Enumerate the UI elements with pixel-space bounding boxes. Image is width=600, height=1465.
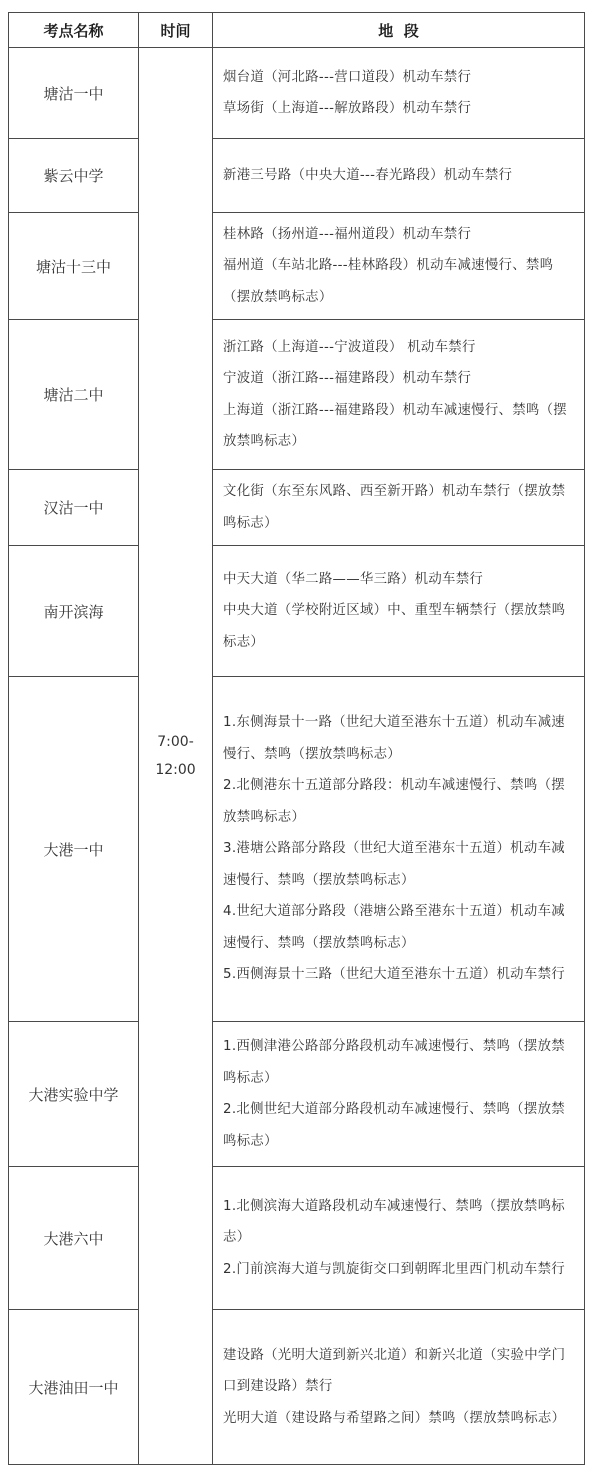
segment-line: 福州道（车站北路---桂林路段）机动车减速慢行、禁鸣（摆放禁鸣标志） xyxy=(223,258,554,305)
segment-line: 1.西侧津港公路部分路段机动车减速慢行、禁鸣（摆放禁鸣标志） xyxy=(223,1039,565,1086)
segment-line: 2.门前滨海大道与凯旋街交口到朝晖北里西门机动车禁行 xyxy=(223,1261,565,1277)
table-row xyxy=(9,139,585,213)
exam-site-name: 大港实验中学 xyxy=(9,1022,139,1167)
exam-site-name: 南开滨海 xyxy=(9,546,139,677)
segment-line: 上海道（浙江路---福建路段）机动车减速慢行、禁鸣（摆放禁鸣标志） xyxy=(223,402,567,449)
header-time: 时间 xyxy=(139,13,213,48)
segment-line: 4.世纪大道部分路段（港塘公路至港东十五道）机动车减速慢行、禁鸣（摆放禁鸣标志） xyxy=(223,904,565,951)
exam-site-name: 紫云中学 xyxy=(9,139,139,213)
road-segment-cell xyxy=(213,139,585,213)
road-segment-cell xyxy=(213,213,585,320)
segment-line: 2.北侧港东十五道部分路段：机动车减速慢行、禁鸣（摆放禁鸣标志） xyxy=(223,778,565,825)
segment-line: 宁波道（浙江路---福建路段）机动车禁行 xyxy=(223,371,472,386)
traffic-control-table xyxy=(8,12,585,1465)
exam-site-name: 塘沽十三中 xyxy=(9,213,139,320)
table-row xyxy=(9,48,585,139)
segment-line: 文化街（东至东风路、西至新开路）机动车禁行（摆放禁鸣标志） xyxy=(223,484,566,531)
segment-line: 1.东侧海景十一路（世纪大道至港东十五道）机动车减速慢行、禁鸣（摆放禁鸣标志） xyxy=(223,715,565,762)
header-row xyxy=(9,13,585,48)
road-segment-cell xyxy=(213,1310,585,1465)
exam-time xyxy=(139,48,213,1465)
road-segment-cell xyxy=(213,320,585,470)
road-segment-cell xyxy=(213,48,585,139)
table-row xyxy=(9,677,585,1022)
exam-site-name: 塘沽一中 xyxy=(9,48,139,139)
road-segment-cell xyxy=(213,546,585,677)
exam-site-name: 大港油田一中 xyxy=(9,1310,139,1465)
exam-site-name: 塘沽二中 xyxy=(9,320,139,470)
exam-site-name: 大港一中 xyxy=(9,677,139,1022)
table-row xyxy=(9,470,585,546)
header-segment: 地 段 xyxy=(213,13,585,48)
segment-line: 光明大道（建设路与希望路之间）禁鸣（摆放禁鸣标志） xyxy=(223,1410,566,1426)
table-row xyxy=(9,546,585,677)
exam-site-name: 大港六中 xyxy=(9,1167,139,1310)
segment-line: 3.港塘公路部分路段（世纪大道至港东十五道）机动车减速慢行、禁鸣（摆放禁鸣标志） xyxy=(223,841,565,888)
road-segment-cell xyxy=(213,1167,585,1310)
segment-line: 1.北侧滨海大道路段机动车减速慢行、禁鸣（摆放禁鸣标志） xyxy=(223,1198,565,1246)
segment-line: 烟台道（河北路---营口道段）机动车禁行 xyxy=(223,69,472,85)
table-row xyxy=(9,1022,585,1167)
table-row xyxy=(9,320,585,470)
table-row xyxy=(9,1167,585,1310)
segment-line: 草场街（上海道---解放路段）机动车禁行 xyxy=(223,101,472,116)
segment-line: 中央大道（学校附近区域）中、重型车辆禁行（摆放禁鸣标志） xyxy=(223,603,566,650)
segment-line: 2.北侧世纪大道部分路段机动车减速慢行、禁鸣（摆放禁鸣标志） xyxy=(223,1102,565,1149)
road-segment-cell xyxy=(213,470,585,546)
segment-line: 中天大道（华二路——华三路）机动车禁行 xyxy=(223,571,484,587)
header-exam-site: 考点名称 xyxy=(9,13,139,48)
time-line: 7:00- xyxy=(157,734,194,750)
road-segment-cell xyxy=(213,677,585,1022)
road-segment-cell xyxy=(213,1022,585,1167)
table-row xyxy=(9,1310,585,1465)
time-line: 12:00 xyxy=(155,762,196,778)
exam-site-name: 汉沽一中 xyxy=(9,470,139,546)
segment-line: 5.西侧海景十三路（世纪大道至港东十五道）机动车禁行 xyxy=(223,967,565,983)
segment-line: 浙江路（上海道---宁波道段） 机动车禁行 xyxy=(223,339,476,355)
table-row xyxy=(9,213,585,320)
segment-line: 新港三号路（中央大道---春光路段）机动车禁行 xyxy=(223,167,513,183)
segment-line: 建设路（光明大道到新兴北道）和新兴北道（实验中学门口到建设路）禁行 xyxy=(223,1347,566,1395)
segment-line: 桂林路（扬州道---福州道段）机动车禁行 xyxy=(223,226,472,242)
